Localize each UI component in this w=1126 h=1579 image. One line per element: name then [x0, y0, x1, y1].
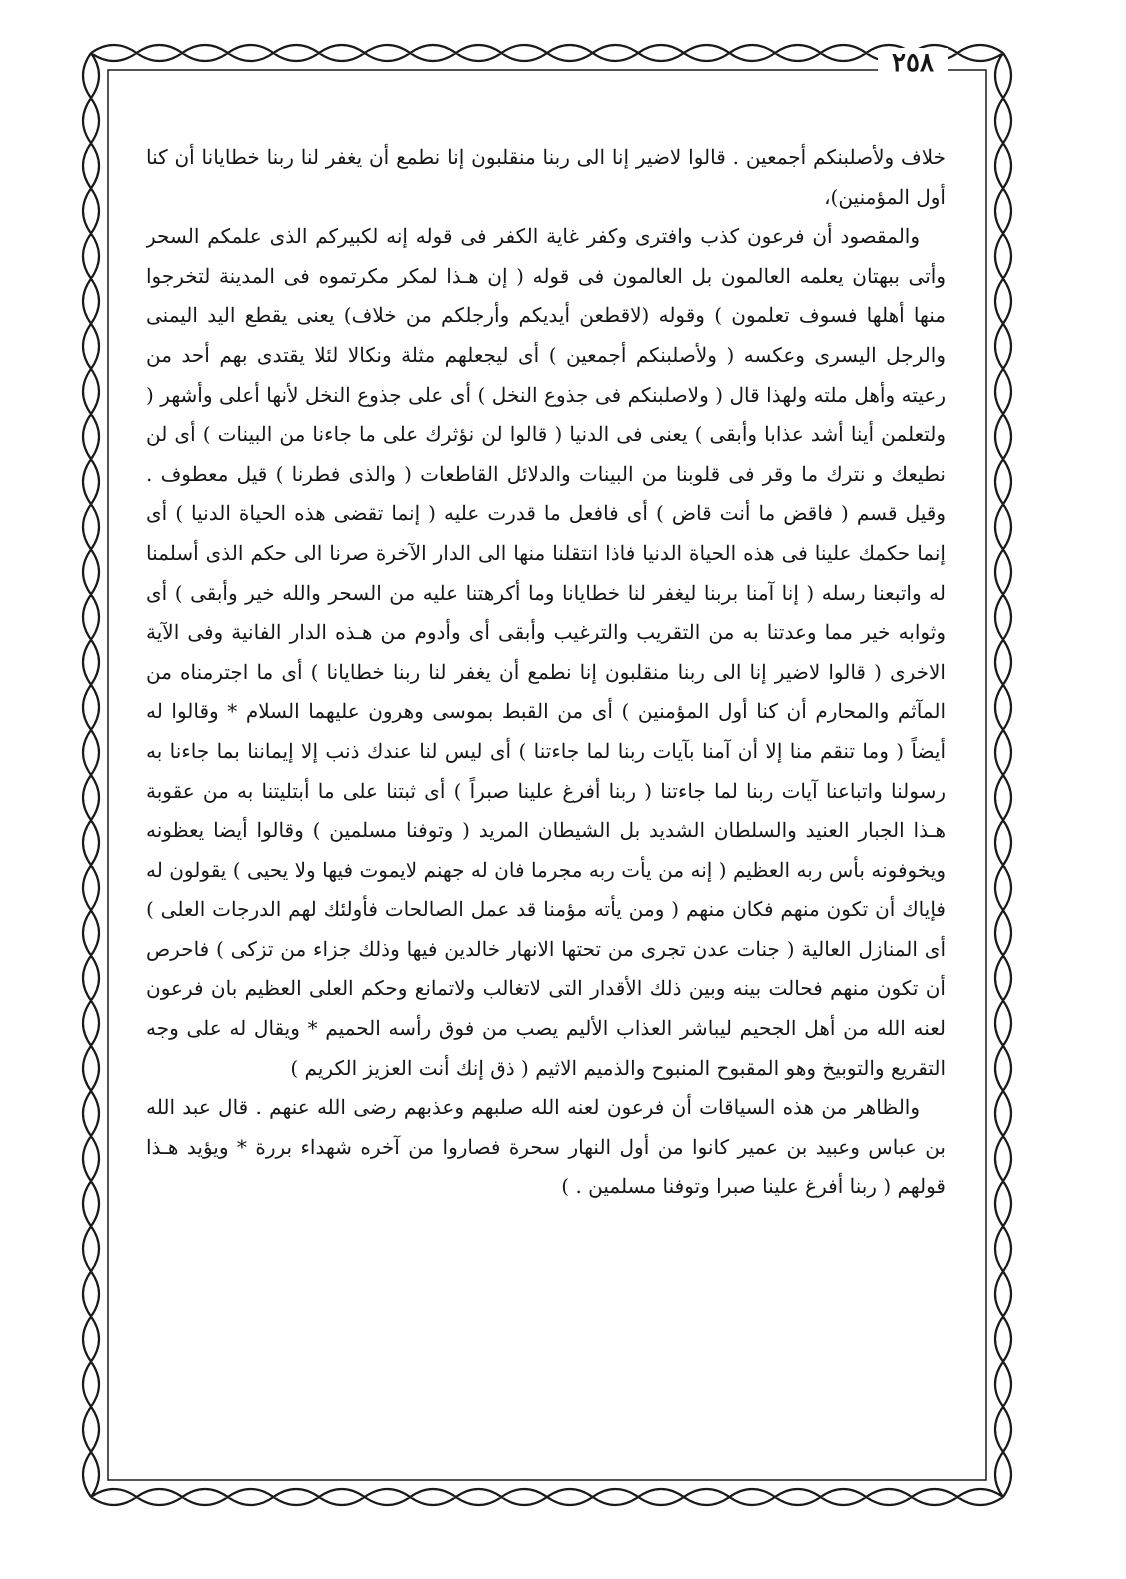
body-text — [146, 138, 946, 1398]
paragraph-3: والظاهر من هذه السياقات أن فرعون لعنه الله صلبهم وعذبهم رضى الله عنهم . قال عبد الله بن عباس وعبيد بن عمير كانوا من أول النهار سحرة فصاروا من آخره شهداء بررة * ويؤيد هـذا قولهم ( ربنا أفرغ علينا صبرا وتوفنا مسلمين . ) — [146, 1095, 946, 1199]
paragraph-2: والمقصود أن فرعون كذب وافترى وكفر غاية الكفر فى قوله إنه لكبيركم الذى علمكم السحر وأتى ببهتان يعلمه العالمون بل العالمون فى قوله ( إن هـذا لمكر مكرتموه فى المدينة لتخرجوا منها أهلها فسوف تعلمون ) وقوله (لاقطعن أيديكم وأرجلكم من خلاف) يعنى يقطع اليد اليمنى والرجل اليسرى وعكسه ( ولأصلبنكم أجمعين ) أى ليجعلهم مثلة ونكالا لئلا يقتدى بهم أحد من رعيته وأهل ملته ولهذا قال ( ولاصلبنكم فى جذوع النخل ) أى على جذوع النخل لأنها أعلى وأشهر ( ولتعلمن أينا أشد عذابا وأبقى ) يعنى فى الدنيا ( قالوا لن نؤثرك على ما جاءنا من البينات ) أى لن نطيعك و نترك ما وقر فى قلوبنا من البينات والدلائل القاطعات ( والذى فطرنا ) قيل معطوف . وقيل قسم ( فاقض ما أنت قاض ) أى فافعل ما قدرت عليه ( إنما تقضى هذه الحياة الدنيا ) أى إنما حكمك علينا فى هذه الحياة الدنيا فاذا انتقلنا منها الى الدار الآخرة صرنا الى حكم الذى أسلمنا له واتبعنا رسله ( إنا آمنا بربنا ليغفر لنا خطايانا وما أكرهتنا عليه من السحر والله خير وأبقى ) أى وثوابه خير مما وعدتنا به من التقريب والترغيب وأبقى أى وأدوم من هـذه الدار الفانية وفى الآية الاخرى ( قالوا لاضير إنا الى ربنا منقلبون إنا نطمع أن يغفر لنا ربنا خطايانا ) أى ما اجترمناه من المآثم والمحارم أن كنا أول المؤمنين ) أى من القبط بموسى وهرون عليهما السلام * وقالوا له أيضاً ( وما تنقم منا إلا أن آمنا بآيات ربنا لما جاءتنا ) أى ليس لنا عندك ذنب إلا إيماننا بما جاءنا به رسولنا واتباعنا آيات ربنا لما جاءتنا ( ربنا أفرغ علينا صبراً ) أى ثبتنا على ما أبتليتنا به من عقوبة هـذا الجبار العنيد والسلطان الشديد بل الشيطان المريد ( وتوفنا مسلمين ) وقالوا أيضا يعظونه ويخوفونه بأس ربه العظيم ( إنه من يأت ربه مجرما فان له جهنم لايموت فيها ولا يحيى ) يقولون له فإياك أن تكون منهم فكان منهم ( ومن يأته مؤمنا قد عمل الصالحات فأولئك لهم الدرجات العلى ) أى المنازل العالية ( جنات عدن تجرى من تحتها الانهار خالدين فيها وذلك جزاء من تزكى ) فاحرص أن تكون منهم فحالت بينه وبين ذلك الأقدار التى لاتغالب ولاتمانع وحكم العلى العظيم بان فرعون لعنه الله من أهل الجحيم ليباشر العذاب الأليم يصب من فوق رأسه الحميم * ويقال له على وجه التقريع والتوبيخ وهو المقبوح المنبوح والذميم الاثيم ( ذق إنك أنت العزيز الكريم ) — [146, 224, 946, 1080]
page-number: ٢٥٨ — [878, 48, 948, 78]
paragraph-1: خلاف ولأصلبنكم أجمعين . قالوا لاضير إنا الى ربنا منقلبون إنا نطمع أن يغفر لنا ربنا خطايانا أن كنا أول المؤمنين)، — [146, 145, 946, 209]
